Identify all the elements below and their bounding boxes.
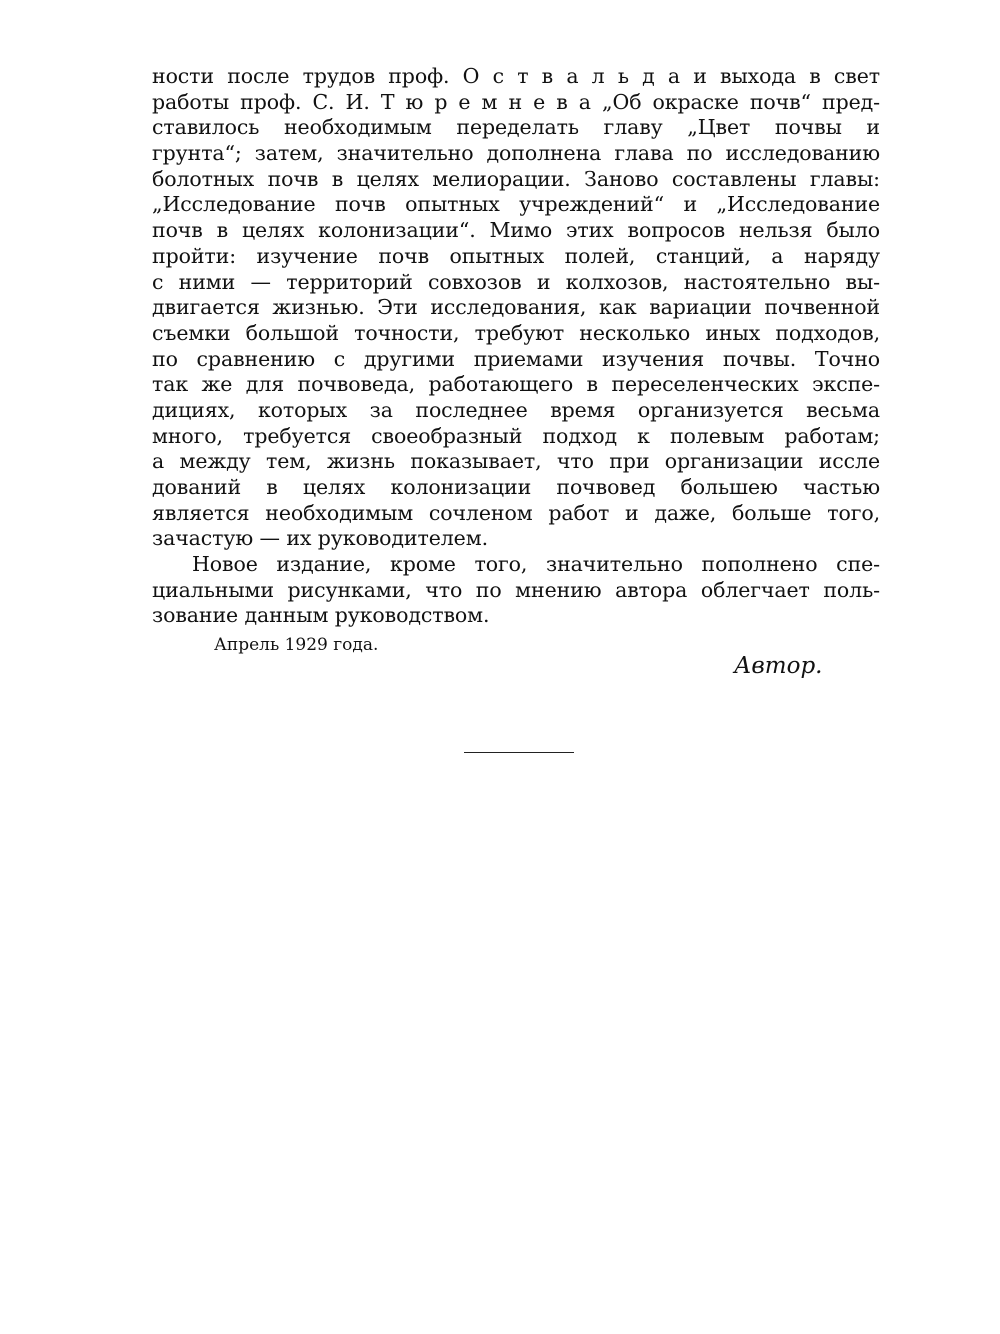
text-line: зование данным руководством. (152, 603, 490, 628)
text-line: работы проф. С. И. Т ю р е м н е в а „Об окраске почв“ пред- (152, 89, 880, 114)
text-line: дований в целях колонизации почвовед большею частью (152, 475, 880, 499)
text-line: грунта“; затем, значительно дополнена глава по исследованию (152, 141, 880, 166)
text-line: а между тем, жизнь показывает, что при организации иссле (152, 449, 880, 474)
text-line: болотных почв в целях мелиорации. Заново составлены главы: (152, 166, 880, 191)
section-divider (464, 752, 574, 753)
text-line: дициях, которых за последнее время организуется весьма (152, 397, 880, 422)
text-line: так же для почвоведа, работающего в переселенческих экспе- (152, 372, 880, 397)
text-line: много, требуется своеобразный подход к полевым работам; (152, 423, 880, 448)
text-line: ставилось необходимым переделать главу „Цвет почвы и (152, 115, 880, 140)
author-signature: Автор. (734, 653, 823, 679)
text-line: по сравнению с другими приемами изучения почвы. Точно (152, 346, 880, 371)
text-line: является необходимым сочленом работ и даже, больше того, (152, 500, 880, 525)
date-line: Апрель 1929 года. (214, 635, 379, 655)
preface-text (152, 64, 880, 629)
text-line: Новое издание, кроме того, значительно пополнено спе- (192, 552, 880, 577)
text-line: ности после трудов проф. О с т в а л ь д а и выхода в свет (152, 64, 880, 88)
text-line: с ними — территорий совхозов и колхозов, настоятельно вы- (152, 269, 880, 294)
text-line: почв в целях колонизации“. Мимо этих вопросов нельзя было (152, 218, 880, 243)
text-line: „Исследование почв опытных учреждений“ и „Исследование (152, 192, 880, 217)
text-line: съемки большой точности, требуют несколько иных подходов, (152, 320, 880, 345)
text-line: двигается жизнью. Эти исследования, как вариации почвенной (152, 295, 880, 320)
text-line: циальными рисунками, что по мнению автора облегчает поль- (152, 577, 880, 602)
text-line: пройти: изучение почв опытных полей, станций, а наряду (152, 243, 880, 268)
text-line: зачастую — их руководителем. (152, 526, 488, 551)
